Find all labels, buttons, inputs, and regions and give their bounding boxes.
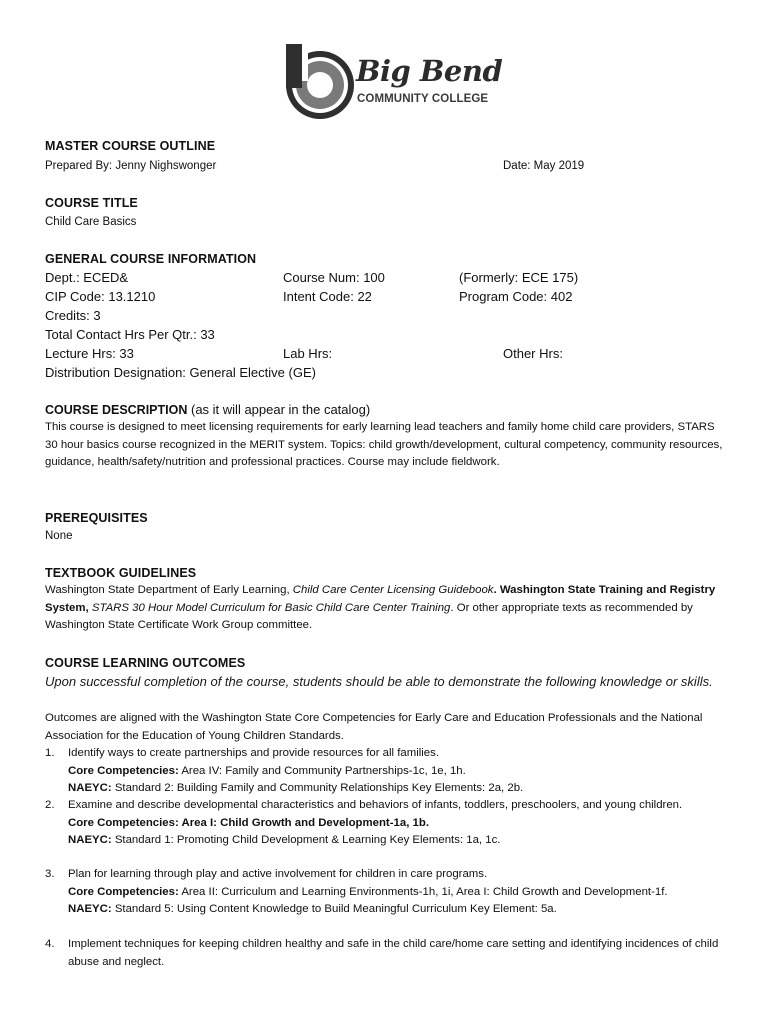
outcome-core-competencies: [68, 763, 728, 781]
outcome-number: 2.: [45, 799, 55, 811]
prerequisites-heading: PREREQUISITES: [45, 511, 148, 525]
intent-code: Intent Code: 22: [283, 289, 372, 304]
outcome-text: Plan for learning through play and active involvement for children in care programs.: [68, 868, 488, 880]
core-competencies-label: Core Competencies:: [68, 764, 179, 777]
other-hours: Other Hrs:: [503, 346, 563, 361]
description-heading-line: [45, 402, 370, 418]
outcome-number: 3.: [45, 868, 55, 880]
naeyc-text: Standard 1: Promoting Child Development & Learning Key Elements: 1a, 1c.: [111, 834, 501, 846]
contact-hours: Total Contact Hrs Per Qtr.: 33: [45, 327, 215, 342]
textbook-text-part: . Or other appropriate texts as recommended by Washington State Certificate Work Group committee.: [45, 601, 693, 631]
outcome-number: 4.: [45, 938, 55, 950]
document-title: MASTER COURSE OUTLINE: [45, 139, 216, 153]
outcome-item: [68, 745, 728, 798]
core-competencies-label: Core Competencies: Area I: Child Growth and Development-1a, 1b.: [68, 816, 429, 829]
logo-name: Big Bend: [356, 54, 503, 88]
logo-subtitle: COMMUNITY COLLEGE: [357, 93, 489, 105]
course-num: Course Num: 100: [283, 270, 385, 285]
course-title-heading: COURSE TITLE: [45, 196, 138, 210]
textbook-title-1: Child Care Center Licensing Guidebook: [292, 584, 494, 596]
outcome-naeyc: [68, 780, 728, 798]
date: Date: May 2019: [503, 160, 585, 172]
outcome-naeyc: [68, 832, 728, 850]
naeyc-label: NAEYC:: [68, 782, 112, 794]
core-competencies-text: Area II: Curriculum and Learning Environments-1h, 1i, Area I: Child Growth and Development-1f.: [178, 885, 668, 898]
credits: Credits: 3: [45, 308, 101, 323]
textbook-text-part: . Washington State Training and Registry System,: [45, 584, 716, 614]
lab-hours: Lab Hrs:: [283, 346, 333, 361]
outcomes-intro: Outcomes are aligned with the Washington State Core Competencies for Early Care and Education Professionals and the National Association for the Education of Young Children Standards.: [45, 712, 703, 742]
outcome-text: Implement techniques for keeping children healthy and safe in the child care/home care setting and identifying incidences of child abuse and neglect.: [68, 938, 719, 968]
logo-mark-icon: [282, 44, 356, 122]
outcome-number: 1.: [45, 747, 55, 759]
outcome-core-competencies: [68, 815, 728, 833]
college-logo: [282, 44, 503, 122]
naeyc-label: NAEYC:: [68, 834, 112, 846]
outcome-text: Identify ways to create partnerships and provide resources for all families.: [68, 747, 440, 759]
textbook-title-2: STARS 30 Hour Model Curriculum for Basic Child Care Center Training: [91, 601, 451, 614]
textbook-text-part: Washington State Department of Early Learning,: [45, 584, 293, 596]
outcome-core-competencies: [68, 884, 728, 902]
description-heading-note: (as it will appear in the catalog): [187, 402, 371, 417]
program-code: Program Code: 402: [459, 289, 573, 304]
dept: Dept.: ECED&: [45, 270, 129, 285]
naeyc-text: Standard 2: Building Family and Community Relationships Key Elements: 2a, 2b.: [111, 782, 524, 794]
lecture-hours: Lecture Hrs: 33: [45, 346, 134, 361]
outcome-naeyc: [68, 901, 728, 919]
cip-code: CIP Code: 13.1210: [45, 289, 156, 304]
outcome-text: Examine and describe developmental characteristics and behaviors of infants, toddlers, preschoolers, and young children.: [68, 799, 683, 811]
outcomes-lead: Upon successful completion of the course, students should be able to demonstrate the following knowledge or skills.: [45, 674, 713, 689]
textbook-text: [45, 582, 725, 635]
textbook-heading: TEXTBOOK GUIDELINES: [45, 566, 197, 580]
prerequisites-value: None: [45, 530, 73, 542]
distribution-designation: Distribution Designation: General Elective (GE): [45, 365, 316, 380]
core-competencies-text: Area IV: Family and Community Partnerships-1c, 1e, 1h.: [178, 764, 466, 777]
general-info-heading: GENERAL COURSE INFORMATION: [45, 252, 257, 266]
outcome-item: [68, 866, 728, 919]
outcome-item: [68, 936, 728, 971]
outcome-item: [68, 797, 728, 850]
outcomes-heading: COURSE LEARNING OUTCOMES: [45, 656, 246, 670]
naeyc-text: Standard 5: Using Content Knowledge to Build Meaningful Curriculum Key Element: 5a.: [111, 903, 557, 915]
formerly: (Formerly: ECE 175): [459, 270, 579, 285]
course-title-value: Child Care Basics: [45, 216, 137, 228]
naeyc-label: NAEYC:: [68, 903, 112, 915]
core-competencies-label: Core Competencies:: [68, 885, 179, 898]
prepared-by: Prepared By: Jenny Nighswonger: [45, 160, 217, 172]
description-heading: COURSE DESCRIPTION: [45, 403, 188, 417]
description-text: This course is designed to meet licensing requirements for early learning lead teachers and family home child care providers, STARS 30 hour basics course recognized in the MERIT system. Topics: child growth/development, cultural competency, community resources, guidance, health/safety/nutrition and professional practices. Course may include fieldwork.: [45, 421, 723, 468]
